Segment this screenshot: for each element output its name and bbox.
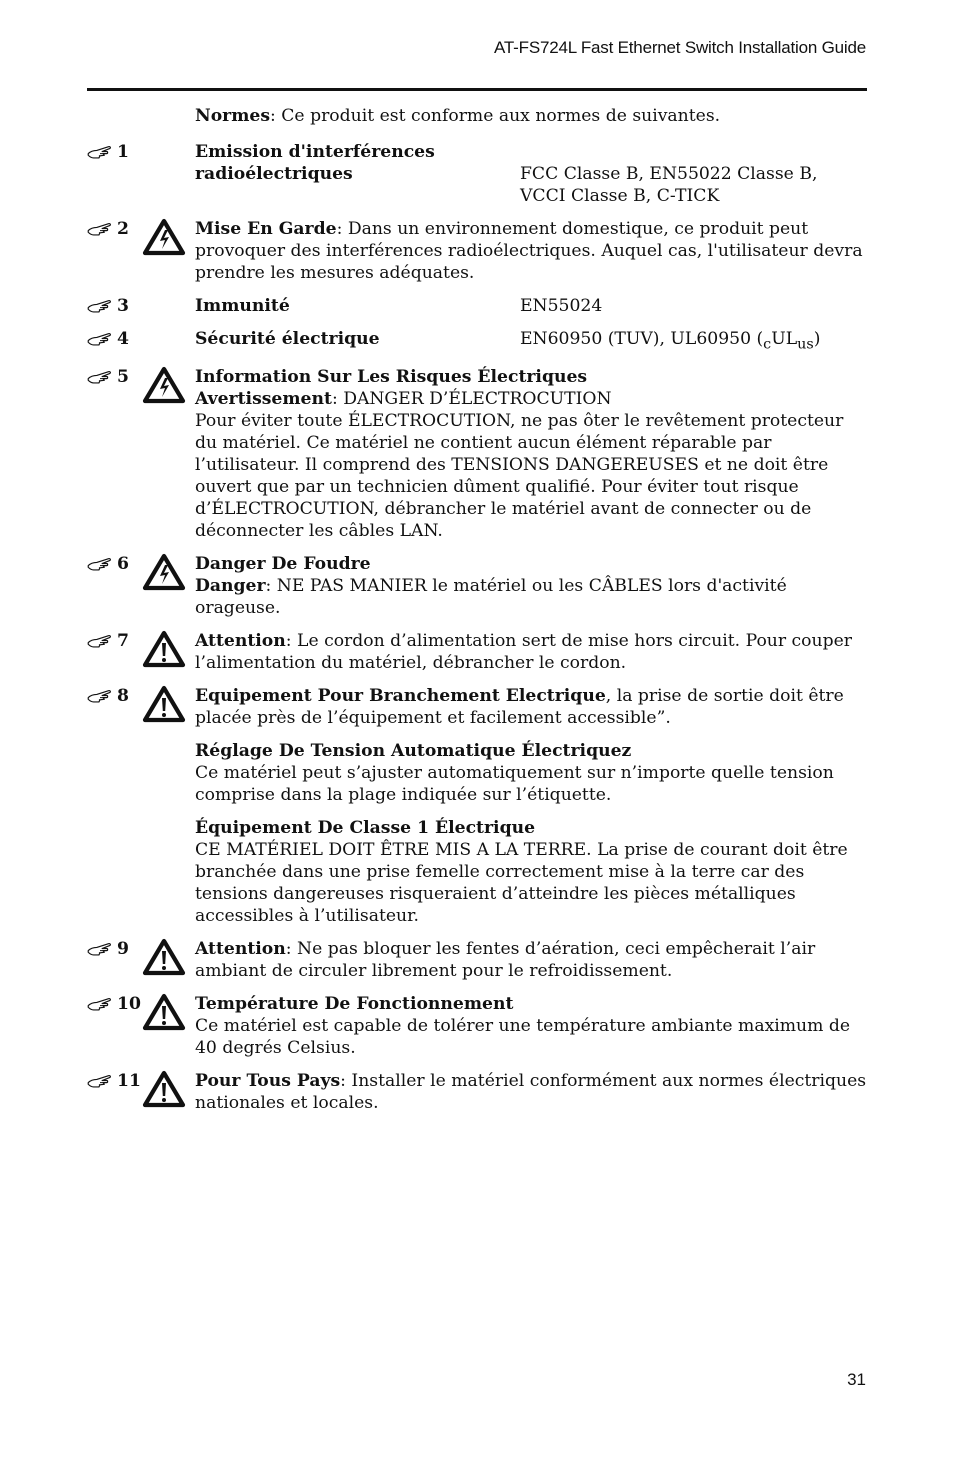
list-item-11 xyxy=(87,1070,867,1114)
item-text: : Le cordon d’alimentation sert de mise hors circuit. Pour couper l’alimentation du matériel, débrancher le cordon. xyxy=(195,631,852,674)
exclamation-warning-icon xyxy=(142,685,186,723)
item-term: Attention xyxy=(195,631,286,652)
lightning-warning-icon xyxy=(142,553,186,591)
item-title: Température De Fonctionnement xyxy=(195,994,514,1015)
item-value: FCC Classe B, EN55022 Classe B, VCCI Classe B, C-TICK xyxy=(520,164,818,206)
item-label: Emission d'interférences radioélectriques xyxy=(195,142,435,184)
item-text: : NE PAS MANIER le matériel ou les CÂBLES lors d'activité orageuse. xyxy=(195,576,787,619)
intro-paragraph xyxy=(87,105,867,127)
list-item-7 xyxy=(87,630,867,674)
page-number: 31 xyxy=(847,1370,866,1389)
intro-term: Normes xyxy=(195,106,271,126)
item-number: 5 xyxy=(87,366,129,388)
document-body xyxy=(87,105,867,1125)
header-rule xyxy=(87,88,867,91)
pointing-hand-icon xyxy=(87,369,113,384)
item-title: Information Sur Les Risques Électriques xyxy=(195,367,588,388)
subsection-text: Ce matériel peut s’ajuster automatiquement sur n’importe quelle tension comprise dans la plage indiquée sur l’étiquette. xyxy=(195,763,834,806)
subsection-class1 xyxy=(195,817,867,927)
item-number: 9 xyxy=(87,938,129,960)
list-item-9 xyxy=(87,938,867,982)
exclamation-warning-icon xyxy=(142,993,186,1031)
item-text: : Ne pas bloquer les fentes d’aération, ceci empêcherait l’air ambiant de circuler librement pour le refroidissement. xyxy=(195,939,816,982)
list-item-6 xyxy=(87,553,867,619)
item-term: Danger xyxy=(195,576,266,597)
running-header: AT-FS724L Fast Ethernet Switch Installation Guide xyxy=(494,38,866,57)
subsection-title: Équipement De Classe 1 Électrique xyxy=(195,818,536,839)
subsection-voltage xyxy=(195,740,867,806)
item-number: 4 xyxy=(87,328,129,350)
item-label: Immunité xyxy=(195,296,290,316)
item-title: Danger De Foudre xyxy=(195,554,371,575)
lightning-warning-icon xyxy=(142,218,186,256)
item-number: 7 xyxy=(87,630,129,652)
pointing-hand-icon xyxy=(87,1073,113,1088)
pointing-hand-icon xyxy=(87,298,113,313)
list-item-1 xyxy=(87,141,867,207)
subsection-text: CE MATÉRIEL DOIT ÊTRE MIS A LA TERRE. La prise de courant doit être branchée dans une prise femelle correctement mise à la terre car des tensions dangereuses risqueraient d’atteindre les pièces métalliques accessibles à l’utilisateur. xyxy=(195,840,848,927)
pointing-hand-icon xyxy=(87,941,113,956)
pointing-hand-icon xyxy=(87,633,113,648)
item-number: 11 xyxy=(87,1070,141,1092)
item-number: 2 xyxy=(87,218,129,240)
list-item-10 xyxy=(87,993,867,1059)
item-number: 10 xyxy=(87,993,141,1015)
item-value: EN60950 (TUV), UL60950 $(_cUL_{us})$ xyxy=(520,329,821,353)
item-number: 1 xyxy=(87,141,129,163)
exclamation-warning-icon xyxy=(142,938,186,976)
item-number: 8 xyxy=(87,685,129,707)
list-item-4 xyxy=(87,328,867,355)
lightning-warning-icon xyxy=(142,366,186,404)
item-term: Avertissement xyxy=(195,389,332,410)
pointing-hand-icon xyxy=(87,144,113,159)
item-term: Equipement Pour Branchement Electrique xyxy=(195,686,606,707)
item-term: Attention xyxy=(195,939,286,960)
list-item-5: 5 Information Sur Les Risques Électriques Avertissement: DANGER D’ÉLECTROCUTION Pour éviter toute ÉLECTROCUTION, ne pas ôter le revêtement protecteur du matériel. Ce matériel ne contient aucun élément réparable par l’utilisateur. Il comprend des TENSIONS DANGEREUSES et ne doit être ouvert que par un technicien dûment qualifié. Pour éviter tout risque d’ÉLECTROCUTION, débrancher le matériel avant de connecter ou de déconnecter les câbles LAN. xyxy=(87,366,867,542)
item-text: : Installer le matériel conformément aux normes électriques nationales et locales. xyxy=(195,1071,867,1114)
item-number: 6 xyxy=(87,553,129,575)
item-text: Ce matériel est capable de tolérer une température ambiante maximum de 40 degrés Celsius. xyxy=(195,1016,851,1059)
exclamation-warning-icon xyxy=(142,1070,186,1108)
list-item-2 xyxy=(87,218,867,284)
pointing-hand-icon xyxy=(87,331,113,346)
item-number: 3 xyxy=(87,295,129,317)
item-term: Pour Tous Pays xyxy=(195,1071,341,1092)
pointing-hand-icon xyxy=(87,221,113,236)
item-text: , la prise de sortie doit être placée près de l’équipement et facilement accessible”. xyxy=(195,686,844,729)
item-text: : Dans un environnement domestique, ce produit peut provoquer des interférences radioélectriques. Auquel cas, l'utilisateur devra prendre les mesures adéquates. xyxy=(195,219,863,283)
exclamation-warning-icon xyxy=(142,630,186,668)
item-body: Pour éviter toute ÉLECTROCUTION, ne pas ôter le revêtement protecteur du matériel. Ce matériel ne contient aucun élément réparable par l’utilisateur. Il comprend des TENSIONS DANGEREUSES et ne doit être ouvert que par un technicien dûment qualifié. Pour éviter tout risque d’ÉLECTROCUTION, débrancher le matériel avant de connecter ou de déconnecter les câbles LAN. xyxy=(195,411,844,542)
pointing-hand-icon xyxy=(87,556,113,571)
item-label: Sécurité électrique xyxy=(195,329,380,349)
item-value: EN55024 xyxy=(520,296,603,316)
item-term: Mise En Garde xyxy=(195,219,337,239)
intro-text: : Ce produit est conforme aux normes de suivantes. xyxy=(270,106,721,126)
subsection-title: Réglage De Tension Automatique Électriquez xyxy=(195,741,632,762)
pointing-hand-icon xyxy=(87,688,113,703)
list-item-3 xyxy=(87,295,867,317)
pointing-hand-icon xyxy=(87,996,113,1011)
list-item-8 xyxy=(87,685,867,927)
